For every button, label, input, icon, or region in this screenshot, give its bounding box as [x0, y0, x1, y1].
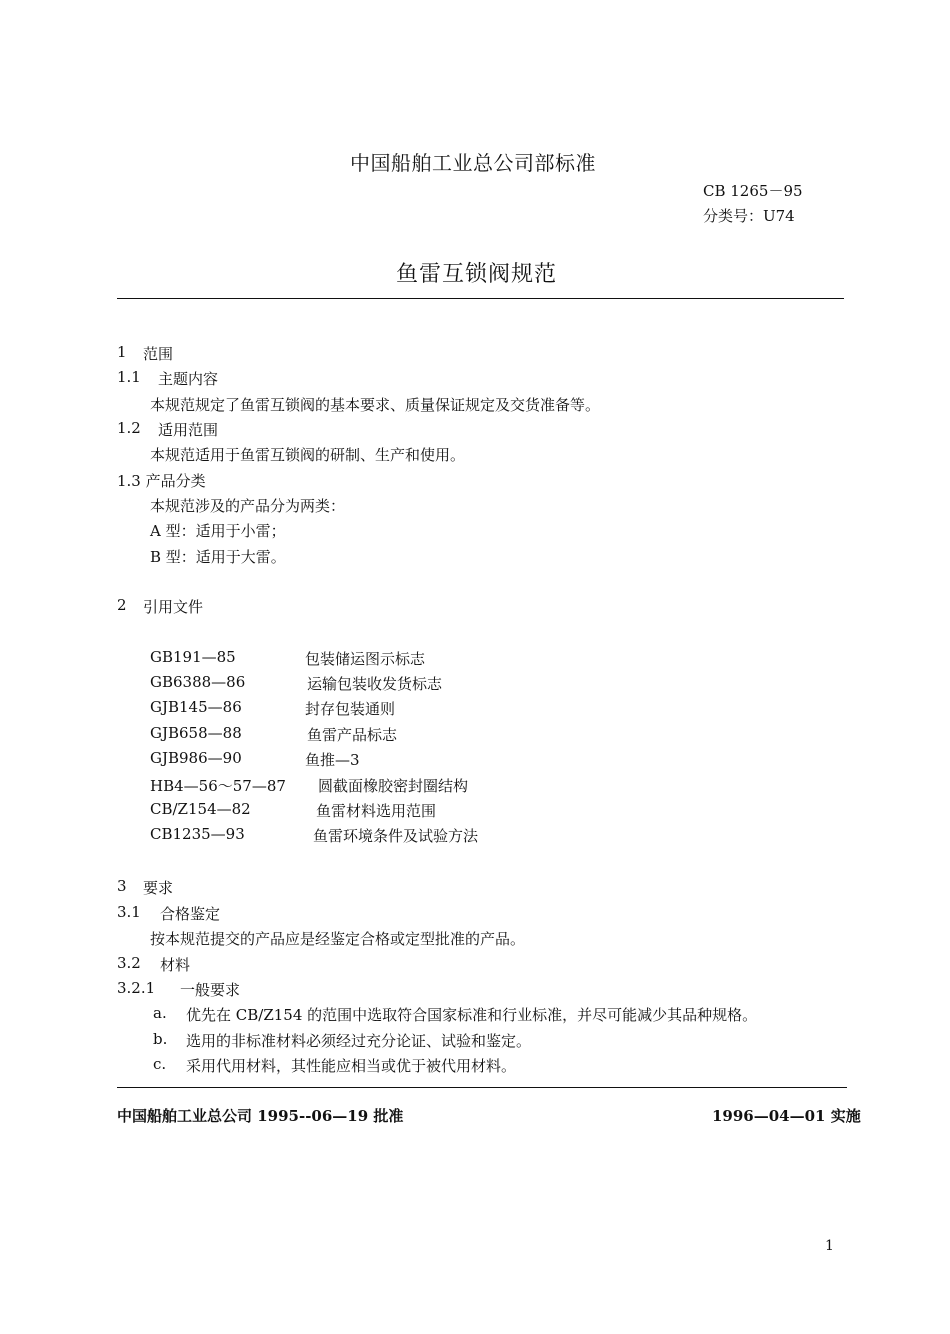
section-1-3-body: 本规范涉及的产品分为两类： [150, 497, 346, 515]
classification-number: 分类号：U74 [703, 207, 795, 225]
list-item-text: 采用代用材料，其性能应相当或优于被代用材料。 [186, 1057, 517, 1075]
section-1-2-title: 适用范围 [158, 421, 219, 439]
standard-number: CB 1265－95 [703, 182, 803, 200]
reference-title: 运输包装收发货标志 [307, 675, 443, 693]
section-1-1-title: 主题内容 [158, 370, 219, 388]
title-divider [117, 298, 844, 299]
section-3-2-number: 3.2 [117, 954, 141, 972]
reference-title: 圆截面橡胶密封圈结构 [318, 777, 469, 795]
issuing-organization-heading: 中国船舶工业总公司部标准 [350, 151, 596, 175]
list-item-marker: a. [153, 1004, 167, 1022]
list-item-marker: c. [153, 1055, 167, 1073]
reference-code: GB191—85 [150, 648, 236, 666]
list-item-marker: b. [153, 1030, 168, 1048]
section-2-heading: 引用文件 [143, 598, 204, 616]
section-3-1-body: 按本规范提交的产品应是经鉴定合格或定型批准的产品。 [150, 930, 526, 948]
section-2-number: 2 [117, 596, 127, 614]
document-title: 鱼雷互锁阀规范 [396, 262, 558, 287]
section-1-3-title: 1.3 产品分类 [117, 472, 206, 490]
reference-code: GB6388—86 [150, 673, 246, 691]
reference-code: CB/Z154—82 [150, 800, 251, 818]
reference-title: 鱼雷材料选用范围 [316, 802, 437, 820]
page-number: 1 [825, 1238, 834, 1254]
section-3-2-title: 材料 [160, 956, 191, 974]
approval-line: 中国船舶工业总公司 1995--06—19 批准 [117, 1107, 404, 1125]
section-3-number: 3 [117, 877, 127, 895]
footer-divider [117, 1087, 847, 1088]
reference-title: 鱼推—3 [305, 751, 360, 769]
reference-title: 鱼雷产品标志 [307, 726, 398, 744]
reference-code: GJB658—88 [150, 724, 242, 742]
section-1-1-body: 本规范规定了鱼雷互锁阀的基本要求、质量保证规定及交货准备等。 [150, 396, 601, 414]
reference-code: CB1235—93 [150, 825, 245, 843]
reference-title: 封存包装通则 [305, 700, 396, 718]
implementation-date: 1996—04—01 实施 [712, 1107, 861, 1125]
section-3-1-title: 合格鉴定 [160, 905, 221, 923]
reference-title: 鱼雷环境条件及试验方法 [313, 827, 479, 845]
section-3-heading: 要求 [143, 879, 174, 897]
list-item-text: 选用的非标准材料必须经过充分论证、试验和鉴定。 [186, 1032, 532, 1050]
section-3-2-1-title: 一般要求 [180, 981, 241, 999]
section-1-1-number: 1.1 [117, 368, 141, 386]
section-1-2-number: 1.2 [117, 419, 141, 437]
section-1-2-body: 本规范适用于鱼雷互锁阀的研制、生产和使用。 [150, 446, 466, 464]
section-1-heading: 范围 [143, 345, 174, 363]
section-3-2-1-number: 3.2.1 [117, 979, 156, 997]
product-type-b: B 型：适用于大雷。 [150, 548, 286, 566]
reference-code: HB4—56～57—87 [150, 777, 286, 795]
reference-title: 包装储运图示标志 [305, 650, 426, 668]
reference-code: GJB986—90 [150, 749, 242, 767]
list-item-text: 优先在 CB/Z154 的范围中选取符合国家标准和行业标准，并尽可能减少其品种规格。 [186, 1006, 758, 1024]
section-1-number: 1 [117, 343, 127, 361]
section-3-1-number: 3.1 [117, 903, 141, 921]
product-type-a: A 型：适用于小雷； [150, 522, 286, 540]
reference-code: GJB145—86 [150, 698, 242, 716]
